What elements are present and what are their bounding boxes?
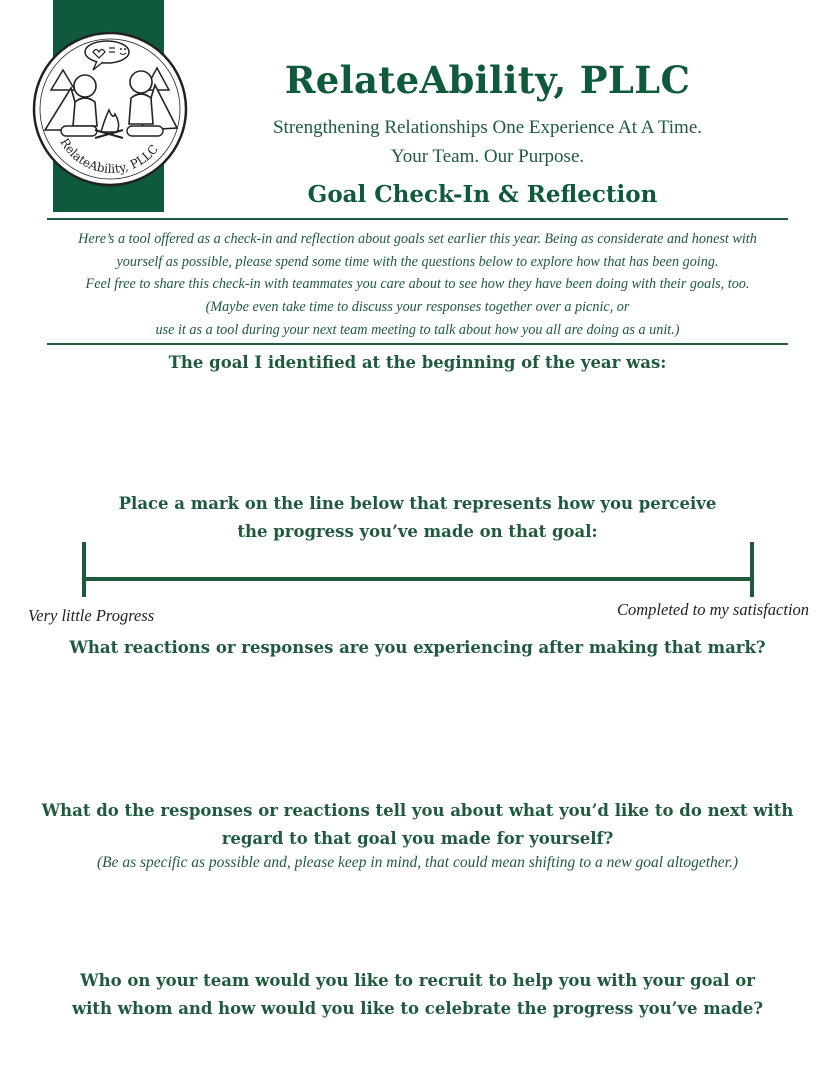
tagline-primary: Strengthening Relationships One Experience At A Time. — [272, 117, 703, 138]
intro-line: use it as a tool during your next team meeting to talk about how you all are doing as a unit.) — [155, 321, 680, 338]
divider-top — [47, 218, 788, 220]
question-team — [40, 967, 795, 1023]
question-text: the progress you’ve made on that goal: — [237, 522, 598, 541]
question-text: Place a mark on the line below that represents how you perceive — [118, 494, 717, 513]
intro-paragraph — [50, 228, 785, 342]
company-logo — [31, 30, 189, 188]
logo-text: RelateAbility, PLLC — [57, 135, 162, 176]
page-title: Goal Check-In & Reflection — [307, 181, 658, 208]
question-text: What do the responses or reactions tell you about what you’d like to do next with — [41, 801, 794, 820]
tagline-secondary: Your Team. Our Purpose. — [390, 146, 585, 167]
question-text: with whom and how would you like to celebrate the progress you’ve made? — [71, 999, 764, 1018]
question-goal — [40, 349, 795, 377]
logo-illustration — [31, 30, 189, 188]
question-text: What reactions or responses are you experiencing after making that mark? — [69, 638, 766, 657]
intro-line: Here’s a tool offered as a check-in and reflection about goals set earlier this year. Being as considerate and honest with — [78, 231, 757, 247]
question-reactions — [40, 634, 795, 662]
company-name: RelateAbility, PLLC — [284, 58, 691, 102]
progress-scale[interactable] — [0, 535, 835, 605]
intro-line: (Maybe even take time to discuss your responses together over a picnic, or — [205, 299, 630, 316]
divider-bottom — [47, 343, 788, 345]
question-next-steps — [40, 797, 795, 853]
question-text: The goal I identified at the beginning of the year was: — [168, 353, 667, 372]
scale-label-high: Completed to my satisfaction — [617, 600, 810, 619]
question-next-steps-note: (Be as specific as possible and, please keep in mind, that could mean shifting to a new goal altogether.) — [96, 854, 738, 871]
scale-label-low: Very little Progress — [28, 606, 155, 625]
intro-line: yourself as possible, please spend some time with the questions below to explore how that has been going. — [116, 253, 719, 270]
intro-line: Feel free to share this check-in with teammates you care about to see how they have been doing with their goals, too. — [85, 276, 750, 293]
question-text: Who on your team would you like to recruit to help you with your goal or — [80, 971, 755, 990]
question-text: regard to that goal you made for yourself? — [221, 829, 614, 848]
